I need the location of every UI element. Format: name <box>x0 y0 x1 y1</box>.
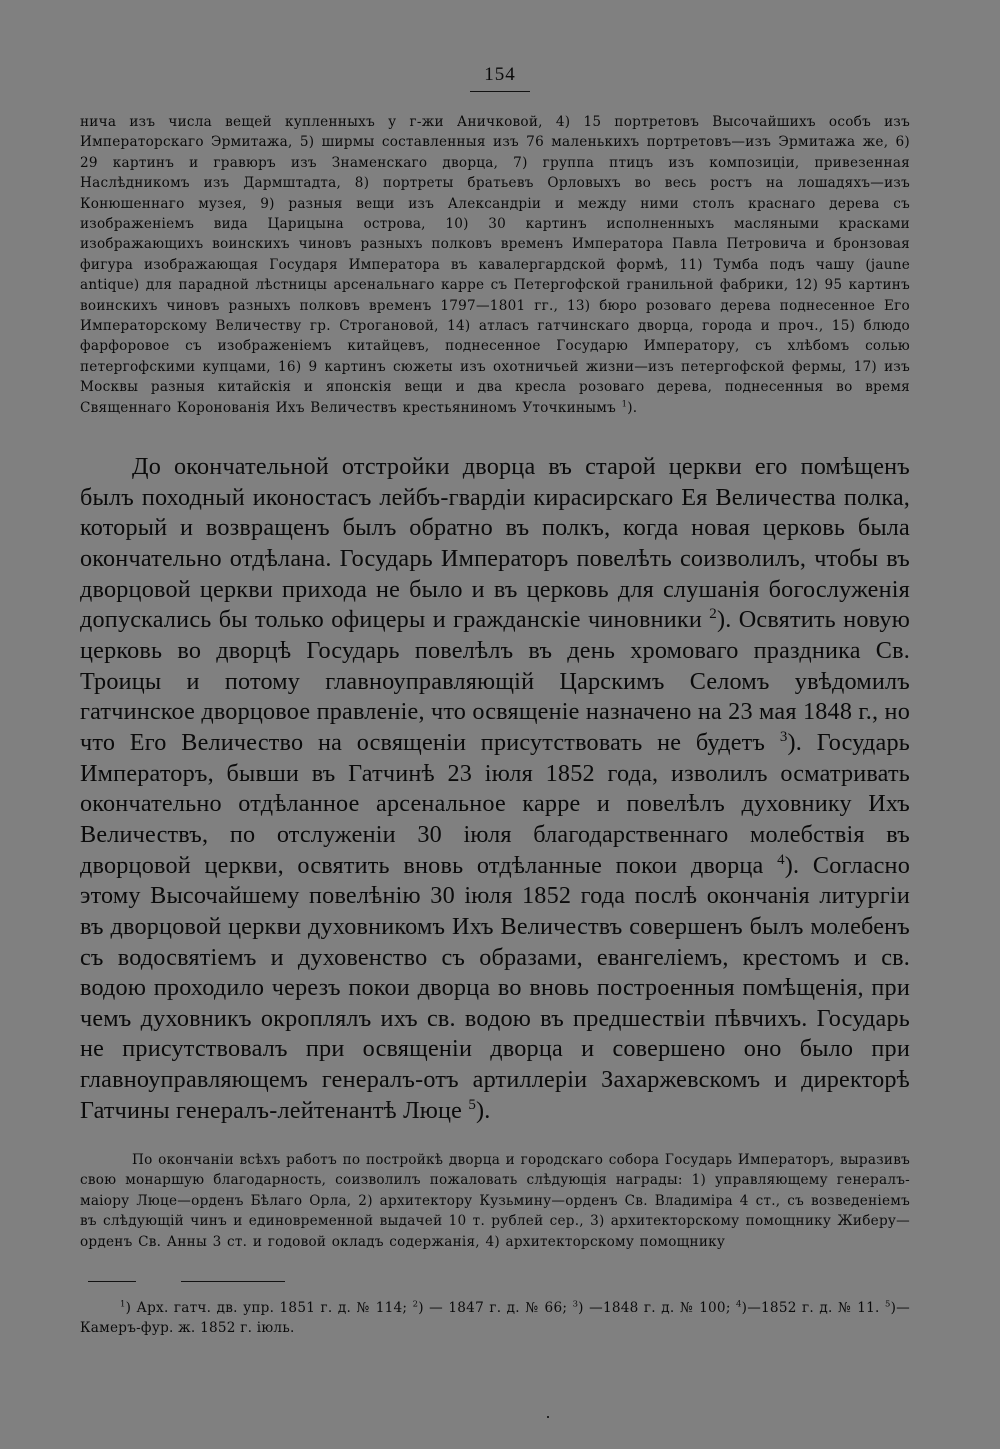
main-text-part-2: ). Освятить новую церковь во дворцѣ Государь повелѣлъ въ день хромоваго праздника Св. Троицы и потому главноуправляющій Царскимъ Селомъ увѣдомилъ гатчинское дворцовое правленіе, что освященіе назначено на 23 мая 1848 г., но что Его Величество на освященіи присутствовать не будетъ <box>80 606 910 756</box>
footnote-separator-long <box>181 1281 285 1282</box>
page-number: 154 <box>484 64 516 85</box>
footnote-text-5: )—Камеръ-фур. ж. 1852 г. іюль. <box>80 1300 910 1337</box>
footnote-text-2: ) — 1847 г. д. № 66; <box>418 1300 573 1316</box>
footnote-ref-1: 1 <box>621 398 628 409</box>
main-text-part-5: ). <box>476 1096 491 1124</box>
page-number-underline <box>470 91 530 92</box>
footnote-text-1: ) Арх. гатч. дв. упр. 1851 г. д. № 114; <box>125 1300 413 1316</box>
continued-list-tail: ). <box>627 399 638 416</box>
scan-speck <box>547 1416 549 1418</box>
footnote-text-3: ) —1848 г. д. № 100; <box>578 1300 737 1316</box>
main-text-part-1: До окончательной отстройки дворца въ старой церкви его помѣщенъ былъ походный иконостасъ лейбъ-гвардіи кирасирскаго Ея Величества полка, который и возвращенъ былъ обратно въ полкъ, когда новая церковь была окончательно отдѣлана. Государь Императоръ повелѣть соизволилъ, чтобы въ дворцовой церкви прихода не было и въ церковь для слушанія богослуженія допускались бы только офицеры и гражданскіе чиновники <box>80 453 910 634</box>
continued-list-text: нича изъ числа вещей купленныхъ у г-жи Аничковой, 4) 15 портретовъ Высочайшихъ особъ изъ Императорскаго Эрмитажа, 5) ширмы составленныя изъ 76 маленькихъ портретовъ—изъ Эрмитажа же, 6) 29 картинъ и гравюръ изъ Знаменскаго дворца, 7) группа птицъ изъ композиціи, привезенная Наслѣдникомъ изъ Дармштадта, 8) портреты братьевъ Орловыхъ во весь ростъ на лошадяхъ—изъ Конюшеннаго музея, 9) разныя вещи изъ Александріи и между ними столъ краснаго дерева съ изображеніемъ вида Царицына острова, 10) 30 картинъ исполненныхъ масляными красками изображающихъ воинскихъ чиновъ разныхъ полковъ временъ Императора Павла Петровича и бронзовая фигура изображающая Государя Императора въ кавалергардской формѣ, 11) Тумба подъ чашу (jaune antique) для парадной лѣстницы арсенальнаго карре съ Петергофской гранильной фабрики, 12) 95 картинъ воинскихъ чиновъ разныхъ полковъ временъ 1797—1801 гг., 13) бюро розоваго дерева поднесенное Его Императорскому Величеству гр. Строгановой, 14) атласъ гатчинскаго дворца, города и проч., 15) блюдо фарфоровое съ изображеніемъ китайцевъ, поднесенное Государю Императору, съ хлѣбомъ солью петергофскими купцами, 16) 9 картинъ сюжеты изъ охотничьей жизни—изъ петергофской фермы, 17) изъ Москвы разныя китайскія и японскія вещи и два кресла розоваго дерева, поднесенныя во время Священнаго Коронованія Ихъ Величествъ крестьяниномъ Уточкинымъ <box>80 114 910 416</box>
awards-paragraph <box>80 1150 910 1252</box>
footnote-ref-3: 3 <box>779 728 788 745</box>
main-paragraph <box>80 452 910 1126</box>
footnote-ref-2: 2 <box>709 606 717 623</box>
footnote-number-2: 2 <box>412 1298 419 1309</box>
footnotes <box>80 1298 910 1339</box>
main-text-part-4: ). Согласно этому Высочайшему повелѣнію 30 іюля 1852 года послѣ окончанія литургіи въ дворцовой церкви духовникомъ Ихъ Величествъ совершенъ былъ молебенъ съ водосвятіемъ и духовенство съ образами, евангеліемъ, крестомъ и св. водою проходило черезъ покои дворца во вновь построенныя помѣщенія, при чемъ духовникъ окроплялъ ихъ св. водою въ предшествіи пѣвчихъ. Государь не присутствовалъ при освященіи дворца и совершено оно было при главноуправляющемъ генералъ-отъ артиллеріи Захаржевскомъ и директорѣ Гатчины генералъ-лейтенантѣ Люце <box>80 851 910 1124</box>
main-text-part-3: ). Государь Императоръ, бывши въ Гатчинѣ 23 іюля 1852 года, изволилъ осматривать окончательно отдѣланное арсенальное карре и повелѣлъ духовнику Ихъ Величествъ, по отслуженіи 30 іюля благодарственнаго молебствія въ дворцовой церкви, освятить вновь отдѣланные покои дворца <box>80 728 911 879</box>
footnote-separator-short <box>88 1281 136 1282</box>
footnote-number-3: 3 <box>572 1298 579 1309</box>
awards-text: По окончаніи всѣхъ работъ по постройкѣ дворца и городскаго собора Государь Императоръ, выразивъ свою монаршую благодарность, соизволилъ пожаловать слѣдующія награды: 1) управляющему генералъ-маіору Люце—орденъ Бѣлаго Орла, 2) архитектору Кузьмину—орденъ Св. Владиміра 4 ст., съ возведеніемъ въ слѣдующій чинъ и единовременной выдачей 10 т. рублей сер., 3) архитекторскому помощнику Жиберу—орденъ Св. Анны 3 ст. и годовой окладъ содержанія, 4) архитекторскому помощнику <box>80 1152 910 1250</box>
continued-list-paragraph <box>80 112 910 418</box>
footnote-number-4: 4 <box>736 1298 742 1309</box>
footnote-number-5: 5 <box>884 1298 891 1309</box>
footnote-text-4: )—1852 г. д. № 11. <box>741 1300 885 1316</box>
footnote-ref-4: 4 <box>777 851 785 868</box>
footnote-ref-5: 5 <box>468 1096 477 1113</box>
footnote-number-1: 1 <box>120 1298 126 1309</box>
